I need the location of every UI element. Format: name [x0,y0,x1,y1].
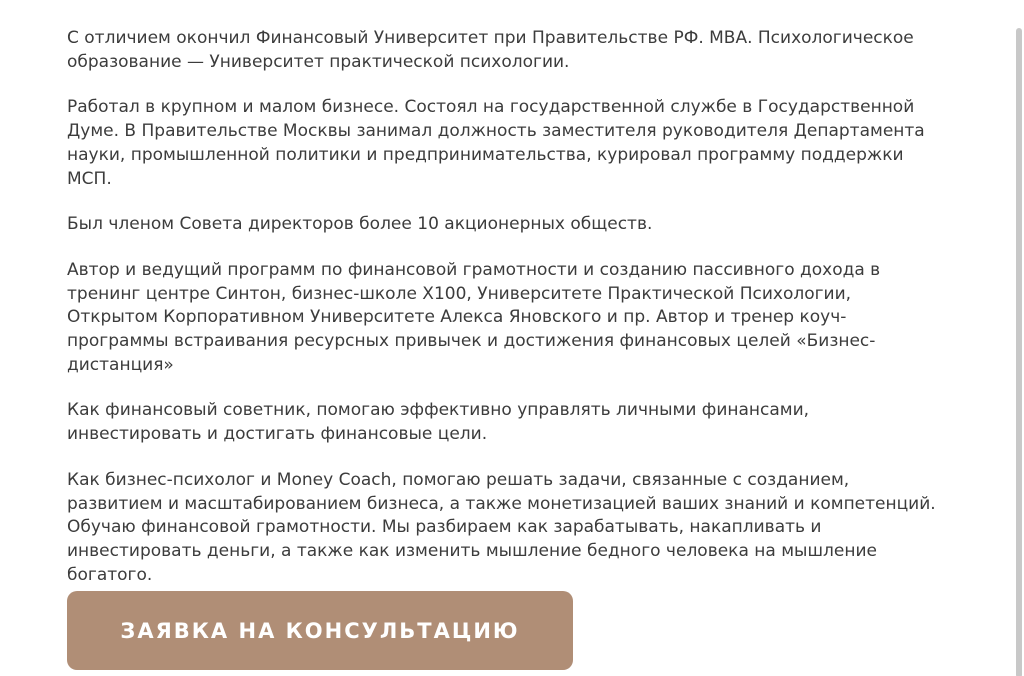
bio-text [67,27,947,609]
bio-paragraph-programs: Автор и ведущий программ по финансовой грамотности и созданию пассивного дохода в тренинг центре Синтон, бизнес-школе Х100, Университете Практической Психологии, Открытом Корпоративном Университете Алекса Яновского и пр. Автор и тренер коуч-программы встраивания ресурсных привычек и достижения финансовых целей «Бизнес-дистанция» [67,259,881,375]
bio-paragraph-board: Был членом Совета директоров более 10 акционерных обществ. [67,214,653,235]
consultation-request-label: ЗАЯВКА НА КОНСУЛЬТАЦИЮ [120,618,520,643]
bio-paragraph-coach: Как бизнес-психолог и Money Coach, помогаю решать задачи, связанные с созданием, развитием и масштабированием бизнеса, а также монетизацией ваших знаний и компетенций. Обучаю финансовой грамотности. Мы разбираем как зарабатывать, накапливать и инвестировать деньги, а также как изменить мышление бедного человека на мышление богатого. [67,469,936,585]
bio-paragraph-career: Работал в крупном и малом бизнесе. Состоял на государственной службе в Государственной Думе. В Правительстве Москвы занимал должность заместителя руководителя Департамента науки, промышленной политики и предпринимательства, курировал программу поддержки МСП. [67,97,925,189]
bio-paragraph-advisor: Как финансовый советник, помогаю эффективно управлять личными финансами, инвестировать и достигать финансовые цели. [67,400,810,445]
scrollbar-thumb[interactable] [1016,28,1022,676]
bio-paragraph-education: С отличием окончил Финансовый Университет при Правительстве РФ. МВА. Психологическое образование — Университет практической психологии. [67,28,914,72]
consultation-request-button[interactable] [67,591,573,670]
scrollbar[interactable] [1014,0,1024,676]
